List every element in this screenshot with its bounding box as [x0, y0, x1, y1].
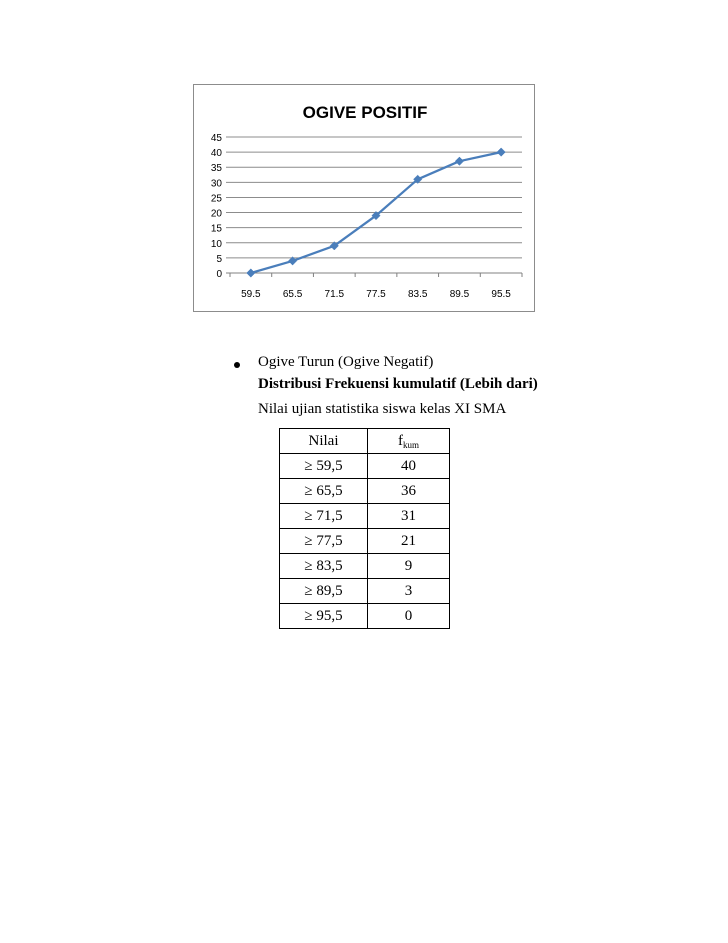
table-row	[280, 504, 450, 529]
x-tick-label: 89.5	[449, 289, 470, 300]
table-row	[280, 529, 450, 554]
y-tick-label: 30	[210, 178, 222, 190]
cell-fkum: 9	[368, 554, 450, 579]
table-row	[280, 554, 450, 579]
cell-fkum: 36	[368, 479, 450, 504]
cell-fkum: 21	[368, 529, 450, 554]
table-row	[280, 454, 450, 479]
cell-nilai: ≥ 95,5	[280, 604, 368, 629]
ogive-chart-svg	[194, 85, 536, 313]
cell-nilai: ≥ 89,5	[280, 579, 368, 604]
y-tick-label: 10	[210, 238, 222, 250]
section-subtitle: Distribusi Frekuensi kumulatif (Lebih dari)	[258, 376, 538, 392]
cell-fkum: 40	[368, 454, 450, 479]
table-header-row	[280, 429, 450, 454]
cell-fkum: 31	[368, 504, 450, 529]
cell-fkum: 3	[368, 579, 450, 604]
header-nilai: Nilai	[280, 429, 368, 454]
cell-nilai: ≥ 65,5	[280, 479, 368, 504]
y-tick-label: 0	[216, 269, 222, 280]
y-tick-label: 45	[210, 133, 222, 144]
data-point-marker	[455, 157, 463, 165]
ogive-chart	[193, 84, 535, 312]
chart-title: OGIVE POSITIF	[302, 103, 428, 122]
frequency-table	[279, 428, 450, 629]
y-tick-label: 15	[210, 223, 222, 235]
data-point-marker	[497, 148, 505, 156]
section-caption: Nilai ujian statistika siswa kelas XI SMA	[258, 401, 507, 417]
table-row	[280, 579, 450, 604]
bullet-dot	[234, 362, 240, 368]
y-tick-label: 5	[216, 253, 222, 265]
x-tick-label: 95.5	[491, 289, 511, 300]
cell-nilai: ≥ 59,5	[280, 454, 368, 479]
x-tick-label: 77.5	[366, 289, 386, 300]
x-tick-label: 65.5	[282, 289, 303, 300]
x-tick-label: 83.5	[407, 289, 428, 300]
table-row	[280, 604, 450, 629]
y-tick-label: 20	[210, 208, 222, 220]
table-row	[280, 479, 450, 504]
cell-nilai: ≥ 77,5	[280, 529, 368, 554]
cell-nilai: ≥ 83,5	[280, 554, 368, 579]
header-f: f	[397, 432, 403, 449]
header-fkum	[368, 429, 450, 454]
x-tick-label: 59.5	[241, 289, 261, 300]
y-tick-label: 40	[210, 148, 222, 160]
x-tick-label: 71.5	[324, 289, 345, 300]
header-f-sub: kum	[402, 439, 419, 450]
y-tick-label: 25	[210, 193, 222, 205]
section-title: Ogive Turun (Ogive Negatif)	[258, 354, 434, 370]
y-tick-label: 35	[210, 163, 222, 175]
data-point-marker	[247, 269, 255, 277]
cell-fkum: 0	[368, 604, 450, 629]
cell-nilai: ≥ 71,5	[280, 504, 368, 529]
